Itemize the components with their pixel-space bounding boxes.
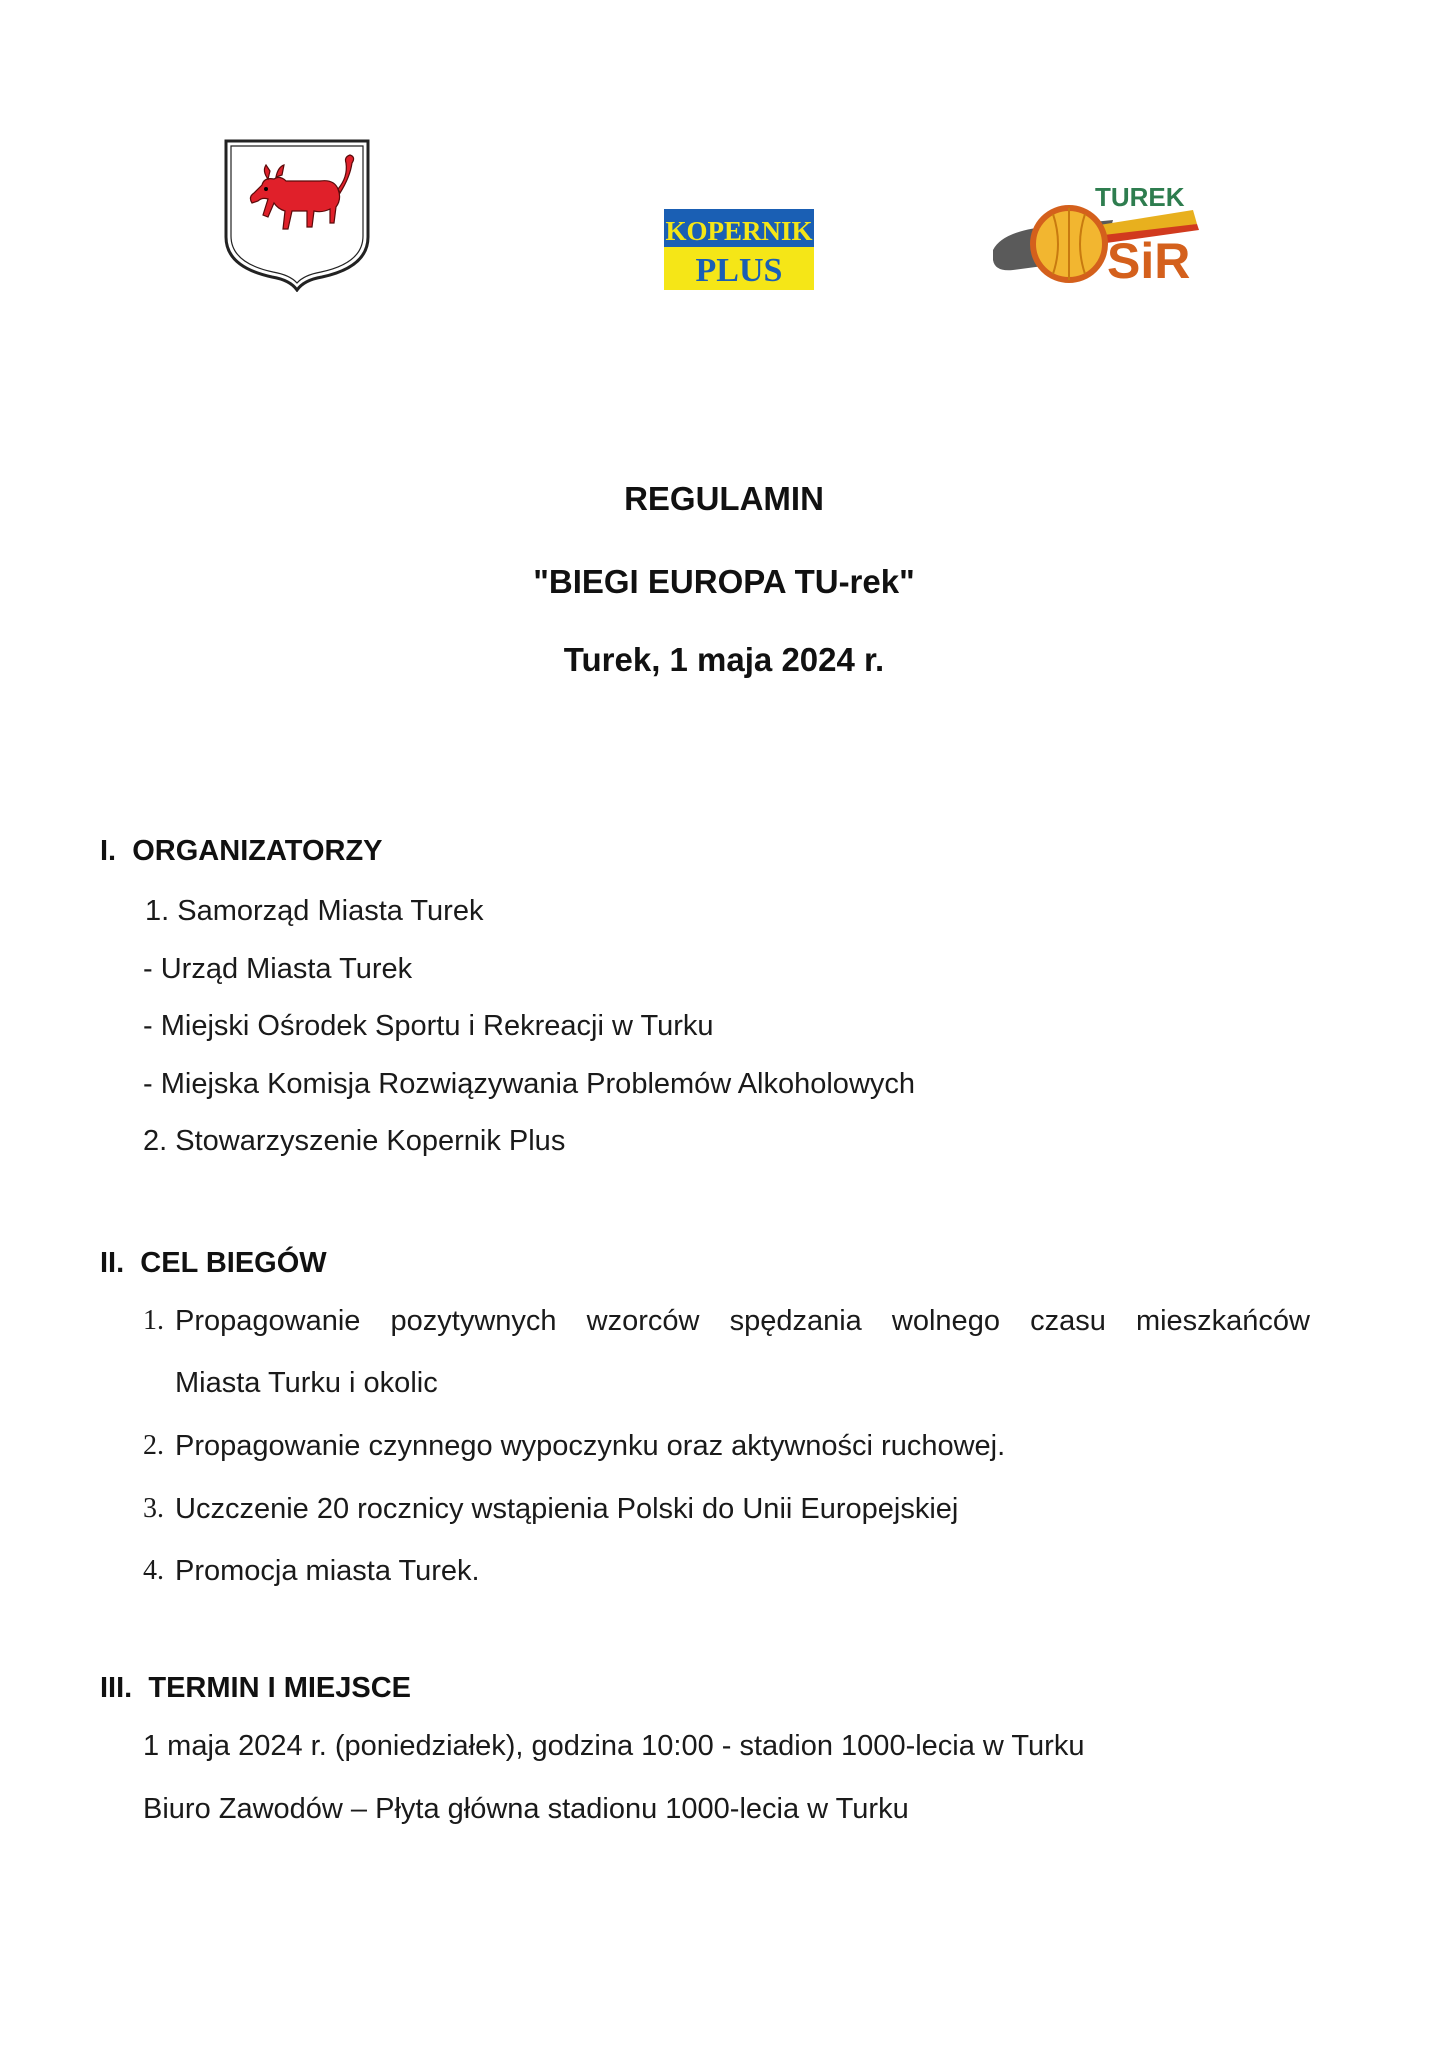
goal-item [143, 1493, 164, 1525]
goal-item [143, 1305, 164, 1337]
goal-number: 1. [143, 1305, 164, 1336]
section-1-title: ORGANIZATORZY [132, 835, 383, 867]
goal-item [143, 1555, 164, 1587]
bull-crest-icon [222, 137, 372, 292]
organizer-item: 2. Stowarzyszenie Kopernik Plus [143, 1125, 566, 1157]
goal-text-continued: Miasta Turku i okolic [175, 1367, 438, 1399]
goal-item [143, 1430, 164, 1462]
goal-number: 4. [143, 1555, 164, 1586]
goal-text: Propagowanie pozytywnych wzorców spędzania wolnego czasu mieszkańców [175, 1305, 1310, 1337]
section-3-title: TERMIN I MIEJSCE [148, 1672, 412, 1704]
section-3-heading [100, 1672, 411, 1705]
goal-number: 3. [143, 1493, 164, 1524]
event-date-place: Turek, 1 maja 2024 r. [563, 641, 885, 678]
event-name: "BIEGI EUROPA TU-rek" [533, 563, 915, 600]
section-3-numeral: III. [100, 1672, 133, 1704]
section-2-title: CEL BIEGÓW [140, 1247, 327, 1279]
kopernik-logo-line2: PLUS [695, 252, 783, 289]
section-2-heading [100, 1247, 327, 1280]
osir-logo-top: TUREK [1095, 182, 1185, 212]
goal-text: Propagowanie czynnego wypoczynku oraz aktywności ruchowej. [175, 1430, 1006, 1462]
goal-text: Uczczenie 20 rocznicy wstąpienia Polski do Unii Europejskiej [175, 1493, 959, 1525]
race-office-line: Biuro Zawodów – Płyta główna stadionu 1000-lecia w Turku [143, 1793, 909, 1825]
kopernik-plus-logo [664, 209, 814, 290]
organizer-item: 1. Samorząd Miasta Turek [145, 895, 484, 927]
event-time-line: 1 maja 2024 r. (poniedziałek), godzina 10:00 - stadion 1000-lecia w Turku [143, 1730, 1085, 1762]
osir-logo-letters: SiR [1107, 233, 1191, 285]
goal-number: 2. [143, 1430, 164, 1461]
document-title: REGULAMIN [624, 480, 824, 517]
goal-text: Promocja miasta Turek. [175, 1555, 480, 1587]
osir-turek-logo [993, 180, 1211, 285]
section-1-numeral: I. [100, 835, 117, 867]
section-2-numeral: II. [100, 1247, 125, 1279]
kopernik-logo-line1: KOPERNIK [665, 216, 813, 246]
turek-coat-of-arms-logo [222, 137, 372, 292]
organizer-item: - Miejska Komisja Rozwiązywania Problemów Alkoholowych [143, 1068, 916, 1100]
section-1-heading [100, 835, 383, 868]
organizer-item: - Miejski Ośrodek Sportu i Rekreacji w Turku [143, 1010, 714, 1042]
organizer-item: - Urząd Miasta Turek [143, 953, 413, 985]
